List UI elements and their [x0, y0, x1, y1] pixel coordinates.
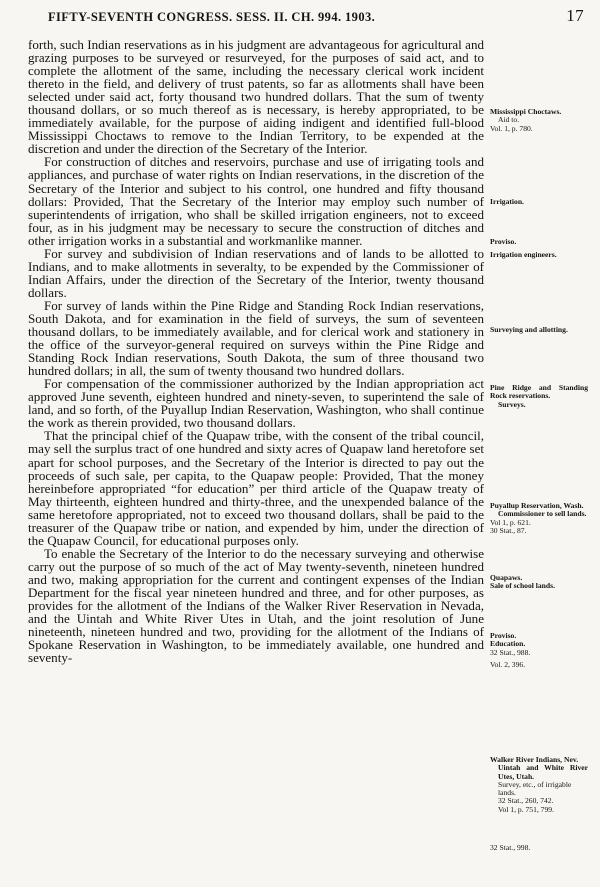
margin-subheading: Sale of school lands. [490, 581, 555, 591]
paragraph: That the principal chief of the Quapaw tribe, with the consent of the tribal council, may sell the surplus tract of one hundred and sixty acres of Quapaw land heretofore set apart for school purposes, and the Secretary of the Interior is directed to pay out the proceeds of such sale, per capita, to the Quapaw people: Provided, That the money hereinbefore appropriated “for education” per third article of the Quapaw treaty of May thirteenth, eighteen hundred and thirty-three, and the unexpended balance of the same heretofore appropriated, not to exceed two thousand dollars, shall be paid to the treasurer of the Quapaw tribe or nation, and expended by him, under the direction of the Quapaw Council, for educational purposes only. [28, 428, 484, 548]
margin-heading: Quapaws. [490, 573, 523, 582]
margin-citation: Vol. 2, 396. [490, 660, 526, 669]
statute-text [28, 38, 484, 664]
margin-note-proviso-education [490, 632, 588, 657]
margin-note-pine-ridge [490, 384, 588, 409]
margin-note-puyallup [490, 502, 588, 535]
margin-heading: Walker River Indians, Nev. [490, 755, 579, 764]
page-header [26, 8, 584, 28]
margin-citation: Vol 1, p. 621. [490, 517, 531, 527]
paragraph: For construction of ditches and reservoirs, purchase and use of irrigating tools and appliances, and purchase of water rights on Indian reservations, in the discretion of the Secretary of the Interior and subject to his control, one hundred and fifty thousand dollars: Provided, That the Secretary of the Interior may employ such number of superintendents of irrigation, who shall be skilled irrigation engineers, not to exceed four, as in his judgment may be necessary to secure the construction of ditches and other irrigation works in a substantial and workmanlike manner. [28, 154, 484, 248]
page-number: 17 [566, 6, 584, 25]
margin-subheading: Uintah and White River Utes, Utah. [498, 763, 588, 781]
margin-heading: Proviso. [490, 237, 517, 246]
margin-citation: Vol 1, p. 751, 799. [498, 804, 554, 814]
margin-heading: Puyallup Reservation, Wash. [490, 501, 584, 510]
margin-heading: Pine Ridge and Standing Rock reservations. [490, 383, 588, 401]
margin-citation: 32 Stat., 998. [490, 843, 531, 852]
margin-note-surveying [490, 326, 588, 334]
margin-note-walker-river [490, 756, 588, 814]
margin-subheading: Commissioner to sell lands. [498, 509, 587, 519]
paragraph: For survey of lands within the Pine Ridge and Standing Rock Indian reservations, South Dakota, and for examination in the field of surveys, the sum of seventeen thousand dollars, to be immediately available, and for clerical work and stationery in the office of the surveyor-general required on surveys within the Pine Ridge and Standing Rock Indian reservations, South Dakota, the sum of three thousand two hundred dollars; in all, the sum of twenty thousand two hundred dollars. [28, 297, 484, 379]
margin-note-proviso-irrigation [490, 238, 588, 260]
margin-note-vol2 [490, 661, 588, 669]
margin-subheading: Irrigation engineers. [490, 250, 557, 260]
margin-subheading: Surveys. [498, 399, 526, 409]
margin-note-quapaws [490, 574, 588, 591]
margin-subheading: Education. [490, 639, 526, 649]
margin-citation: Vol. 1, p. 780. [490, 123, 533, 133]
margin-note-irrigation [490, 198, 588, 206]
margin-heading: Surveying and allotting. [490, 325, 568, 334]
margin-heading: Proviso. [490, 631, 517, 640]
margin-note-stat998 [490, 844, 588, 852]
margin-heading: Mississippi Choctaws. [490, 107, 562, 116]
margin-note-choctaws [490, 108, 588, 133]
paragraph: forth, such Indian reservations as in his judgment are advantageous for agricultural and grazing purposes to be surveyed or resurveyed, for the purposes of said act, and to complete the allotment of the same, including the necessary clerical work incident thereto in the field, and delivery of trust patents, so far as allotments shall have been selected under said act, forty thousand two hundred dollars. That the sum of twenty thousand dollars, or so much thereof as is necessary, is hereby appropriated, to be immediately available, for the purpose of aiding indigent and identified full-blood Mississippi Choctaws to remove to the Indian Territory, to be expended at the discretion and under the direction of the Secretary of the Interior. [28, 37, 484, 157]
running-head: FIFTY-SEVENTH CONGRESS. SESS. II. CH. 994. 1903. [48, 10, 376, 24]
margin-citation: 30 Stat., 87. [490, 525, 527, 535]
paragraph: For survey and subdivision of Indian reservations and of lands to be allotted to Indians, and to make allotments in severalty, to be expended by the Commissioner of Indian Affairs, under the direction of the Secretary of the Interior, twenty thousand dollars. [28, 245, 484, 300]
margin-citation: 32 Stat., 260, 742. [498, 796, 554, 806]
margin-subheading: Aid to. [498, 115, 520, 125]
margin-citation: 32 Stat., 988. [490, 647, 531, 657]
paragraph: To enable the Secretary of the Interior to do the necessary surveying and otherwise carry out the purpose of so much of the act of May twenty-seventh, nineteen hundred and two, making appropriation for the current and contingent expenses of the Indian Department for the fiscal year nineteen hundred and three, and for other purposes, as provides for the allotment of the Indians of the Walker River Reservation in Nevada, and the Uintah and White River Utes in Utah, and the joint resolution of June nineteenth, nineteen hundred and two, providing for the allotment of the Indians of Spokane Reservation in Washington, to be immediately available, one hundred and seventy- [28, 545, 484, 666]
margin-heading: Irrigation. [490, 197, 524, 206]
margin-subheading: Survey, etc., of irrigable lands. [498, 779, 572, 798]
paragraph: For compensation of the commissioner authorized by the Indian appropriation act approved June seventh, eighteen hundred and ninety-seven, to superintend the sale of land, and so forth, of the Puyallup Indian Reservation, Washington, who shall continue the work as therein provided, two thousand dollars. [28, 376, 484, 431]
